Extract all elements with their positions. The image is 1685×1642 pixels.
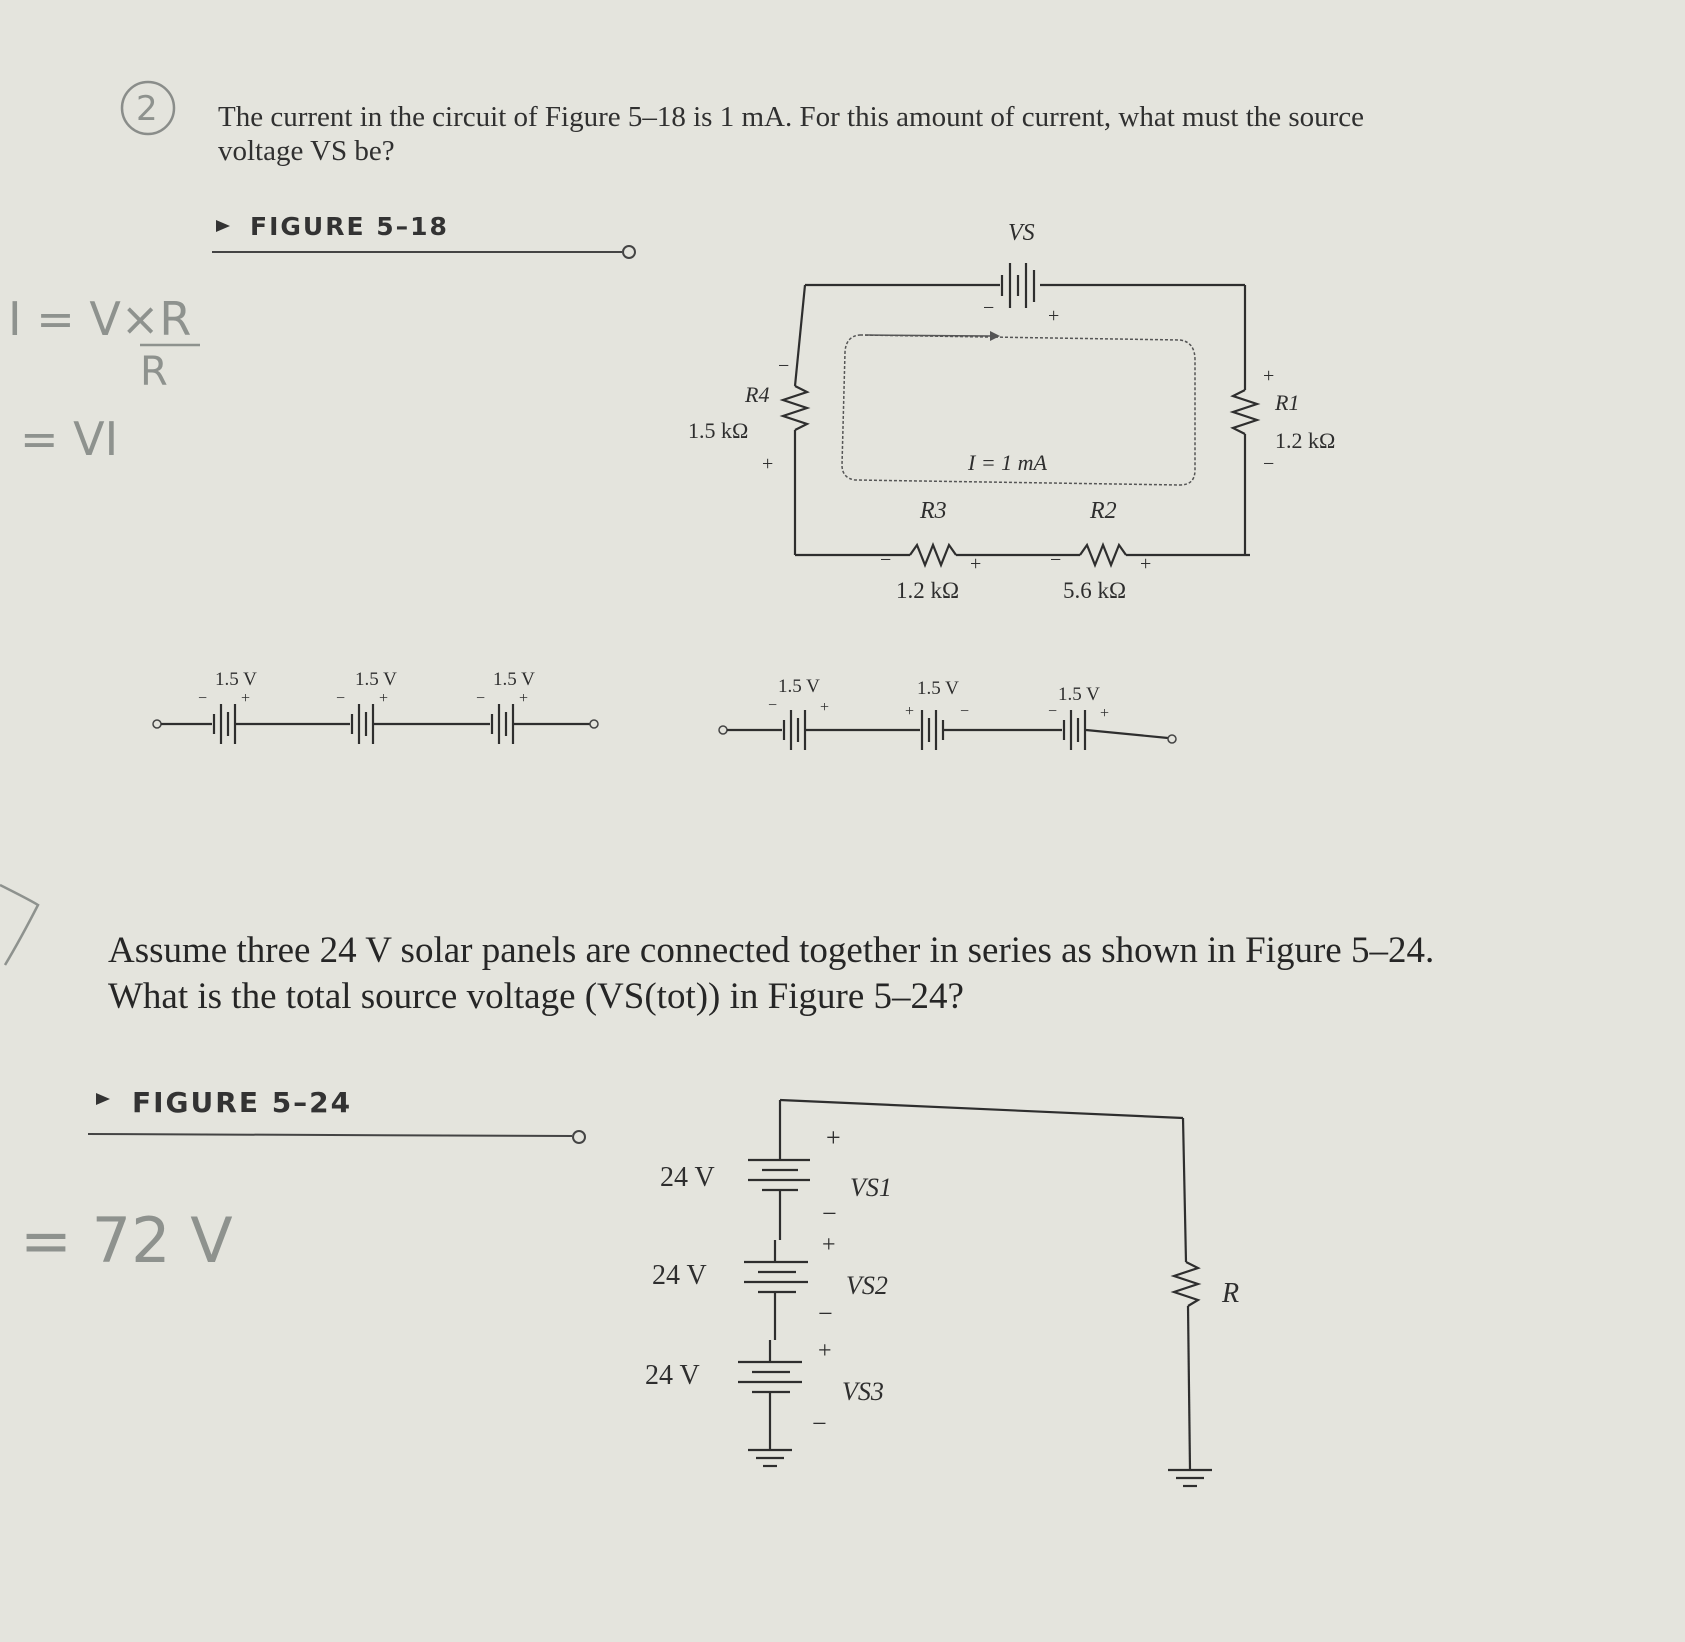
figure-5-24-arrow-icon: [96, 1093, 110, 1105]
svg-text:−: −: [983, 297, 995, 319]
battery-b2-label: 1.5 V: [917, 678, 959, 699]
r4-name: R4: [745, 382, 770, 407]
figure-5-24-rule: [88, 1134, 572, 1136]
svg-text:+: +: [822, 1232, 836, 1258]
resistor-r3-icon: [910, 545, 956, 565]
hand-answer: = 72 V: [20, 1204, 233, 1277]
solar-source-1-icon: [748, 1160, 810, 1190]
load-resistor-icon: [1174, 1262, 1198, 1306]
hand-formula-top: I = V×R: [8, 292, 192, 346]
source-label: VS: [1008, 220, 1035, 246]
svg-text:−: −: [880, 549, 892, 571]
ground-right-icon: [1168, 1470, 1212, 1486]
battery-row-a: [153, 669, 598, 744]
load-label: R: [1222, 1278, 1240, 1309]
battery-a3-label: 1.5 V: [493, 669, 535, 690]
hand-mark-icon: [0, 885, 38, 965]
svg-text:+: +: [1100, 705, 1110, 722]
question-2-text: Assume three 24 V solar panels are connected together in series as shown in Figure 5–24. What is the total source voltage (VS(tot)) in Figure 5–24?: [108, 930, 1435, 1017]
battery-b1-icon: [784, 710, 805, 750]
figure-5-18-circuit: [688, 220, 1335, 603]
svg-text:−: −: [822, 1199, 837, 1228]
current-label: I = 1 mA: [968, 450, 1047, 475]
svg-text:−: −: [960, 703, 970, 720]
source-1-name: VS1: [850, 1173, 892, 1202]
battery-b1-label: 1.5 V: [778, 676, 820, 697]
battery-a1-icon: [214, 704, 235, 744]
r1-name: R1: [1275, 390, 1300, 415]
hand-formula-bottom: R: [140, 349, 168, 395]
svg-text:+: +: [1140, 553, 1152, 575]
resistor-r4-icon: [783, 386, 807, 430]
handwritten-notes: [0, 292, 233, 1277]
svg-text:+: +: [762, 453, 774, 475]
svg-text:−: −: [1263, 453, 1275, 475]
battery-a2-icon: [352, 704, 373, 744]
svg-text:+: +: [519, 690, 529, 707]
r2-name: R2: [1090, 498, 1117, 524]
svg-text:−: −: [1050, 549, 1062, 571]
svg-text:+: +: [905, 703, 915, 720]
current-arrow-icon: [990, 331, 1000, 341]
figure-5-24-rule-end: [573, 1131, 585, 1143]
r1-value: 1.2 kΩ: [1275, 428, 1336, 453]
ground-left-icon: [748, 1450, 792, 1466]
svg-text:−: −: [198, 690, 208, 707]
r4-value: 1.5 kΩ: [688, 418, 749, 443]
battery-b3-icon: [1064, 710, 1085, 750]
resistor-r1-icon: [1233, 390, 1257, 434]
source-2-voltage: 24 V: [652, 1260, 707, 1291]
svg-text:−: −: [818, 1299, 833, 1328]
svg-text:+: +: [818, 1338, 832, 1364]
battery-a2-label: 1.5 V: [355, 669, 397, 690]
svg-text:−: −: [1048, 703, 1058, 720]
source-2-name: VS2: [846, 1271, 888, 1300]
battery-b3-label: 1.5 V: [1058, 684, 1100, 705]
battery-a1-label: 1.5 V: [215, 669, 257, 690]
svg-text:+: +: [379, 690, 389, 707]
source-1-voltage: 24 V: [660, 1162, 715, 1193]
svg-text:+: +: [1263, 365, 1275, 387]
source-3-voltage: 24 V: [645, 1360, 700, 1391]
figure-5-18-arrow-icon: [216, 220, 230, 232]
source-3-name: VS3: [842, 1377, 884, 1406]
svg-text:−: −: [778, 355, 790, 377]
hand-formula-line2: = VI: [20, 412, 119, 466]
figure-5-24-caption: FIGURE 5–24: [132, 1086, 353, 1119]
figure-5-18-rule-end: [623, 246, 635, 258]
battery-b2-icon: [922, 710, 943, 750]
svg-text:−: −: [476, 690, 486, 707]
svg-text:−: −: [336, 690, 346, 707]
solar-source-2-icon: [744, 1262, 808, 1292]
figure-5-18-caption: FIGURE 5–18: [250, 212, 449, 241]
svg-text:+: +: [241, 690, 251, 707]
battery-a3-icon: [492, 704, 513, 744]
question-1-text: The current in the circuit of Figure 5–18 is 1 mA. For this amount of current, what must the source voltage VS be?: [218, 101, 1365, 167]
svg-text:−: −: [812, 1409, 827, 1438]
svg-text:+: +: [820, 699, 830, 716]
svg-text:+: +: [970, 553, 982, 575]
svg-text:+: +: [1048, 305, 1060, 327]
question-number: 2: [136, 89, 158, 129]
r2-value: 5.6 kΩ: [1063, 578, 1127, 603]
resistor-r2-icon: [1080, 545, 1126, 565]
r3-value: 1.2 kΩ: [896, 578, 960, 603]
battery-vs-icon: [1002, 263, 1034, 308]
figure-5-24-circuit: [645, 1100, 1239, 1486]
battery-row-b: [719, 676, 1176, 750]
solar-source-3-icon: [738, 1362, 802, 1392]
svg-text:+: +: [826, 1123, 841, 1152]
svg-text:−: −: [768, 697, 778, 714]
r3-name: R3: [920, 498, 947, 524]
